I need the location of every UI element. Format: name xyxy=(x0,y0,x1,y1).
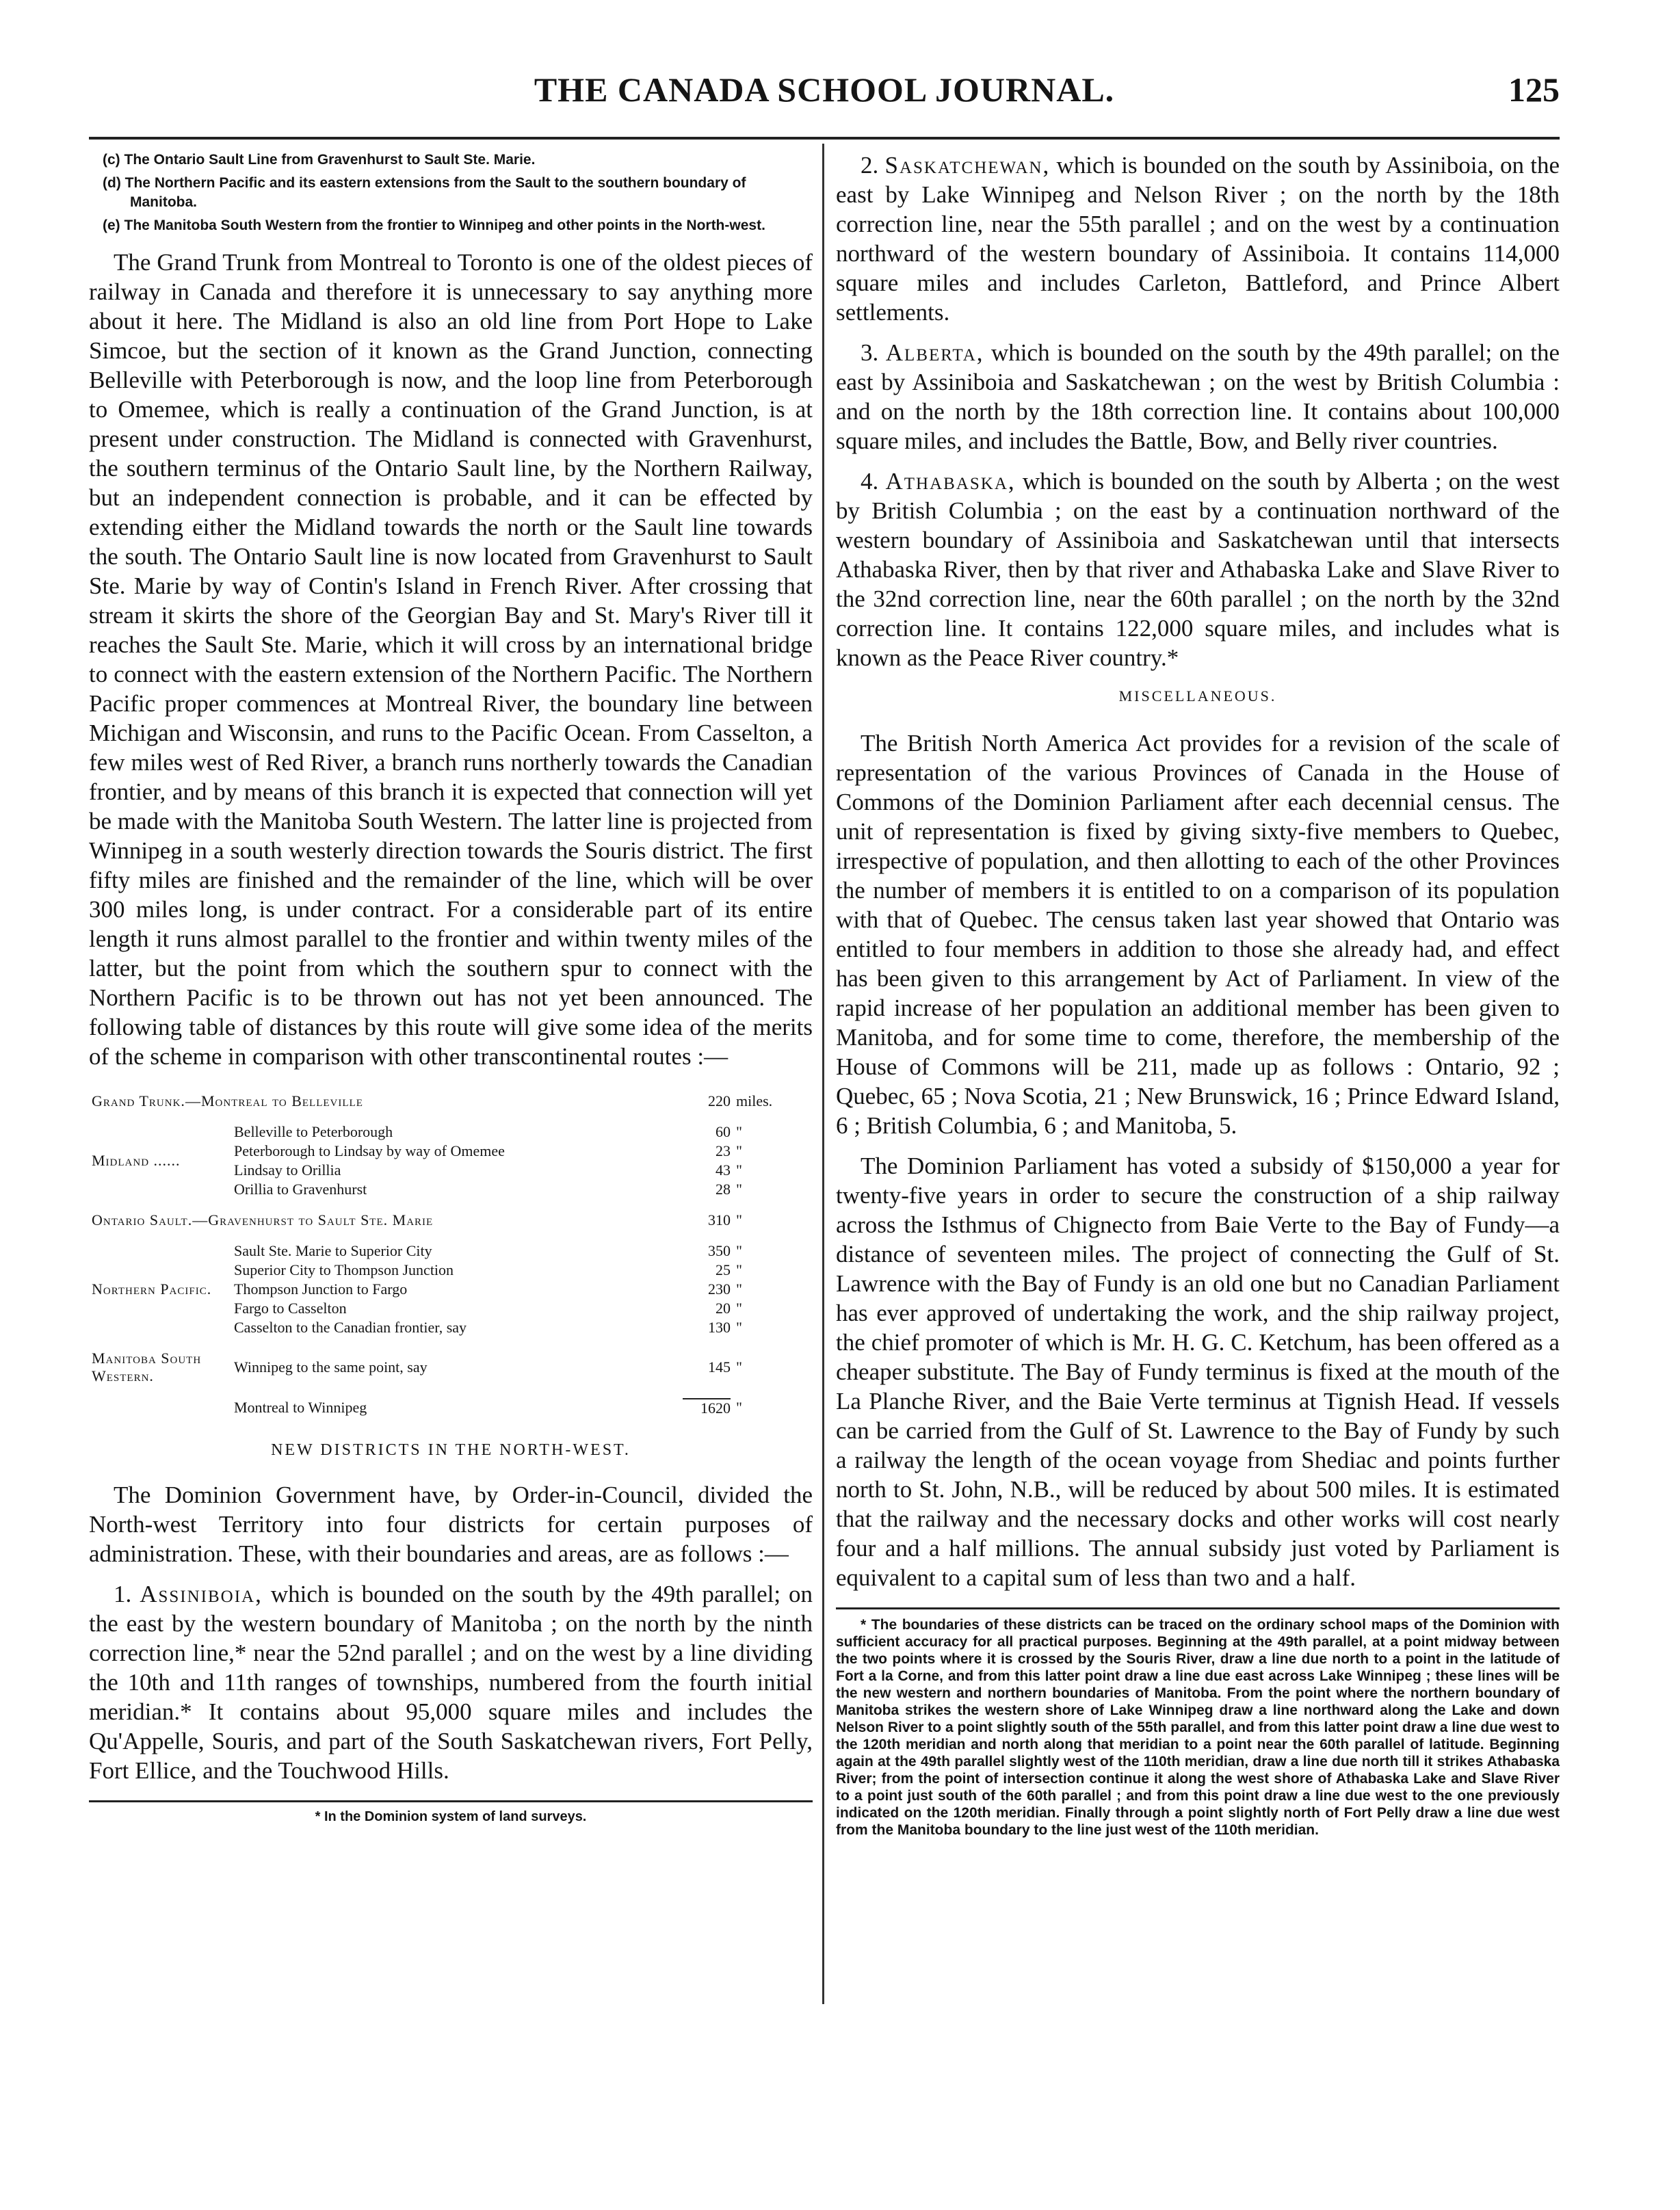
section-heading: MISCELLANEOUS. xyxy=(1118,687,1277,705)
ditto-mark: " xyxy=(736,1142,742,1159)
table-row xyxy=(89,1111,800,1142)
miles-cell: 220 xyxy=(708,1092,731,1109)
footnote-rule xyxy=(89,1800,813,1802)
table-row xyxy=(89,1337,800,1386)
miles-cell: 145 xyxy=(708,1358,731,1376)
route-label: Orillia to Gravenhurst xyxy=(234,1181,367,1198)
list-item: (d) The Northern Pacific and its eastern extensions from the Sault to the southern boundary of Manitoba. xyxy=(103,175,746,210)
list-item: (e) The Manitoba South Western from the frontier to Winnipeg and other points in the North-west. xyxy=(103,218,765,233)
route-label: Winnipeg to the same point, say xyxy=(234,1358,428,1376)
miles-cell: 130 xyxy=(708,1319,731,1336)
route-label: Peterborough to Lindsay by way of Omemee xyxy=(234,1142,505,1159)
list-item: (c) The Ontario Sault Line from Gravenhurst to Sault Ste. Marie. xyxy=(103,152,536,168)
miles-cell: 43 xyxy=(716,1161,731,1179)
group-label: Ontario Sault. xyxy=(92,1211,193,1228)
ditto-mark: " xyxy=(736,1280,742,1298)
ditto-mark: " xyxy=(736,1161,742,1179)
page-header xyxy=(89,70,1560,124)
miles-cell: 1620 xyxy=(700,1399,731,1417)
right-column xyxy=(836,150,1560,1839)
district-athabaska xyxy=(836,466,1560,672)
miles-cell: 310 xyxy=(708,1211,731,1228)
route-label: —Montreal to Belleville xyxy=(185,1092,363,1109)
group-label: Manitoba South Western. xyxy=(92,1350,202,1384)
page-number: 125 xyxy=(1508,70,1560,109)
district-alberta xyxy=(836,338,1560,456)
route-label: Montreal to Winnipeg xyxy=(234,1399,367,1416)
route-label: Fargo to Casselton xyxy=(234,1300,347,1317)
district-name: Athabaska, xyxy=(885,468,1016,495)
ditto-mark: " xyxy=(736,1181,742,1198)
table-row xyxy=(89,1092,800,1111)
footnote-rule xyxy=(836,1607,1560,1609)
route-label: Belleville to Peterborough xyxy=(234,1123,393,1140)
district-number: 4. xyxy=(861,468,879,495)
miles-cell: 230 xyxy=(708,1280,731,1298)
miles-cell: 23 xyxy=(716,1142,731,1159)
ditto-mark: " xyxy=(736,1358,742,1376)
group-label: Midland ...... xyxy=(92,1152,181,1169)
group-label: Grand Trunk. xyxy=(92,1092,185,1109)
route-label: Thompson Junction to Fargo xyxy=(234,1280,408,1298)
district-name: Alberta, xyxy=(885,339,984,366)
ditto-mark: " xyxy=(736,1242,742,1259)
district-number: 2. xyxy=(861,152,879,179)
miles-cell: 60 xyxy=(716,1123,731,1140)
route-label: Lindsay to Orillia xyxy=(234,1161,341,1179)
districts-intro: The Dominion Government have, by Order-in-Council, divided the North-west Territory into four districts for certain purposes of administration. These, with their boundaries and areas, are as follows :— xyxy=(89,1482,813,1567)
route-label: Superior City to Thompson Junction xyxy=(234,1261,454,1278)
miles-cell: 350 xyxy=(708,1242,731,1259)
route-label: —Gravenhurst to Sault Ste. Marie xyxy=(192,1211,434,1228)
route-label: Casselton to the Canadian frontier, say xyxy=(234,1319,467,1336)
footnote: * The boundaries of these districts can be traced on the ordinary school maps of the Dominion with sufficient accuracy for all practical purposes. Beginning at the 49th parallel, at a point midway between the two points where it is crossed by the Souris River, draw a line due north to a point in the latitude of Fort a la Corne, and from this latter point draw a line due east across Lake Winnipeg ; these lines will be the new western and northern boundaries of Manitoba. From the point where the northern boundary of Manitoba strikes the western shore of Lake Winnipeg draw a line northward along the Lake and down Nelson River to a point slightly south of the 55th parallel, and from this latter point draw a line due west to the 120th meridian and north along that meridian to a point near the 60th parallel of latitude. Beginning again at the 49th parallel slightly west of the 110th meridian, draw a line due north till it strikes Athabaska River; from the point of intersection continue it along the west shore of Athabaska Lake and Slave River to a point just south of the 60th parallel ; and from this point draw a line due west to the one previously indicated on the 120th meridian. Finally through a point slightly north of Fort Pelly draw a line due west from the Manitoba boundary to the line just west of the 110th meridian. xyxy=(836,1617,1560,1838)
header-rule xyxy=(89,137,1560,140)
ditto-mark: " xyxy=(736,1261,742,1278)
distance-table xyxy=(89,1092,800,1418)
district-text: which is bounded on the south by Assiniboia, on the east by Lake Winnipeg and Nelson River ; on the north by the 18th correction line, near the 55th parallel ; and on the west by a continuation northward of the western boundary of Assiniboia. It contains 114,000 square miles and includes Carleton, Battleford, and Prince Albert settlements. xyxy=(836,152,1560,326)
ditto-mark: " xyxy=(736,1123,742,1140)
journal-title: THE CANADA SCHOOL JOURNAL. xyxy=(534,70,1115,109)
ditto-mark: " xyxy=(736,1399,742,1416)
ditto-mark: " xyxy=(736,1211,742,1228)
district-number: 3. xyxy=(861,339,879,366)
ditto-mark: " xyxy=(736,1319,742,1336)
district-number: 1. xyxy=(114,1581,132,1607)
district-name: Assiniboia, xyxy=(140,1581,263,1607)
railway-lines-list xyxy=(89,150,813,235)
district-name: Saskatchewan, xyxy=(884,152,1051,179)
table-row xyxy=(89,1230,800,1261)
left-column xyxy=(89,150,813,1829)
unit-cell: miles. xyxy=(736,1092,773,1109)
district-text: which is bounded on the south by the 49th parallel; on the east by Assiniboia and Saskatchewan ; on the west by British Columbia : and on the north by the 18th correction line. It contains about 100,000 square miles, and includes the Battle, Bow, and Belly river countries. xyxy=(836,339,1560,454)
miles-cell: 28 xyxy=(716,1181,731,1198)
group-label: Northern Pacific. xyxy=(92,1280,212,1298)
railway-paragraph: The Grand Trunk from Montreal to Toronto is one of the oldest pieces of railway in Canada and therefore it is unnecessary to say anything more about it here. The Midland is also an old line from Port Hope to Lake Simcoe, but the section of it known as the Grand Junction, connecting Belleville with Peterborough is now, and the loop line from Peterborough to Omemee, which is really a continuation of the Grand Junction, is at present under construction. The Midland is connected with Gravenhurst, the southern terminus of the Ontario Sault line, by the Northern Railway, but an independent connection is probable, and it can be effected by extending either the Midland towards the north or the Sault line towards the south. The Ontario Sault line is now located from Gravenhurst to Sault Ste. Marie by way of Contin's Island in French River. After crossing that stream it skirts the shore of the Georgian Bay and St. Mary's River till it reaches the Sault Ste. Marie, which it will cross by an international bridge to connect with the eastern extension of the Northern Pacific. The Northern Pacific proper commences at Montreal River, the boundary line between Michigan and Wisconsin, and runs to the Pacific Ocean. From Casselton, a few miles west of Red River, a branch runs northerly towards the Canadian frontier, and by means of this branch it is expected that connection will yet be made with the Manitoba South Western. The latter line is projected from Winnipeg in a south westerly direction towards the Souris district. The first fifty miles are finished and the remainder of the line, which will be over 300 miles long, is under contract. For a considerable part of its entire length it runs almost parallel to the frontier and within twenty miles of the latter, but the point from which the southern spur to connect with the Northern Pacific is to be thrown out has not yet been announced. The following table of distances by this route will give some idea of the merits of the scheme in comparison with other transcontinental routes :— xyxy=(89,249,813,1070)
misc-paragraph-representation: The British North America Act provides for a revision of the scale of representation of the various Provinces of Canada in the House of Commons of the Dominion Parliament after each decennial census. The unit of representation is fixed by giving sixty-five members to Quebec, irrespective of population, and then allotting to each of the other Provinces the number of members it is entitled to on a comparison of its population with that of Quebec. The census taken last year showed that Ontario was entitled to four members in addition to those she already had, and effect has been given to this arrangement by Act of Parliament. In view of the rapid increase of her population an additional member has been given to Manitoba, and for some time to come, therefore, the membership of the House of Commons will be 211, made up as follows : Ontario, 92 ; Quebec, 65 ; Nova Scotia, 21 ; New Brunswick, 16 ; Prince Edward Island, 6 ; British Columbia, 6 ; and Manitoba, 5. xyxy=(836,730,1560,1139)
table-row xyxy=(89,1199,800,1230)
section-heading: NEW DISTRICTS IN THE NORTH-WEST. xyxy=(271,1441,631,1459)
column-divider xyxy=(822,144,824,2004)
misc-paragraph-ship-railway: The Dominion Parliament has voted a subsidy of $150,000 a year for twenty-five years in order to secure the construction of a ship railway across the Isthmus of Chignecto from Baie Verte to the Bay of Fundy—a distance of seventeen miles. The project of connecting the Gulf of St. Lawrence with the Bay of Fundy is an old one but no Canadian Parliament has ever approved of undertaking the work, and the ship railway project, the chief promoter of which is Mr. H. G. C. Ketchum, has been offered as a cheaper substitute. The Bay of Fundy terminus is fixed at the mouth of the La Planche River, and the Baie Verte terminus at Tignish Head. If vessels can be carried from the Gulf of St. Lawrence to the Bay of Fundy by such a railway the length of the ocean voyage from Shediac and points further north to St. John, N.B., will be reduced by about 500 miles. It is estimated that the railway and the necessary docks and other works will cost nearly four and a half millions. The annual subsidy just voted by Parliament is equivalent to a capital sum of less than two and a half. xyxy=(836,1153,1560,1591)
district-text: which is bounded on the south by Alberta ; on the west by British Columbia ; on the east by a continuation northward of the western boundary of Assiniboia and Saskatchewan until that intersects Athabaska River, then by that river and Athabaska Lake and Slave River to the 32nd correction line, near the 60th parallel ; on the north by the 32nd correction line. It contains 122,000 square miles, and includes what is known as the Peace River country.* xyxy=(836,468,1560,671)
miles-cell: 20 xyxy=(716,1300,731,1317)
route-label: Sault Ste. Marie to Superior City xyxy=(234,1242,432,1259)
miles-cell: 25 xyxy=(716,1261,731,1278)
district-text: which is bounded on the south by the 49th parallel; on the east by the western boundary of Manitoba ; on the north by the ninth correction line,* near the 52nd parallel ; and on the west by a line dividing the 10th and 11th ranges of townships, numbered from the fourth initial meridian.* It contains about 95,000 square miles and includes the Qu'Appelle, Souris, and part of the South Saskatchewan rivers, Fort Pelly, Fort Ellice, and the Touchwood Hills. xyxy=(89,1581,813,1784)
district-assiniboia xyxy=(89,1579,813,1785)
footnote: * In the Dominion system of land surveys. xyxy=(315,1809,587,1824)
table-row-total xyxy=(89,1386,800,1418)
district-saskatchewan xyxy=(836,150,1560,327)
ditto-mark: " xyxy=(736,1300,742,1317)
